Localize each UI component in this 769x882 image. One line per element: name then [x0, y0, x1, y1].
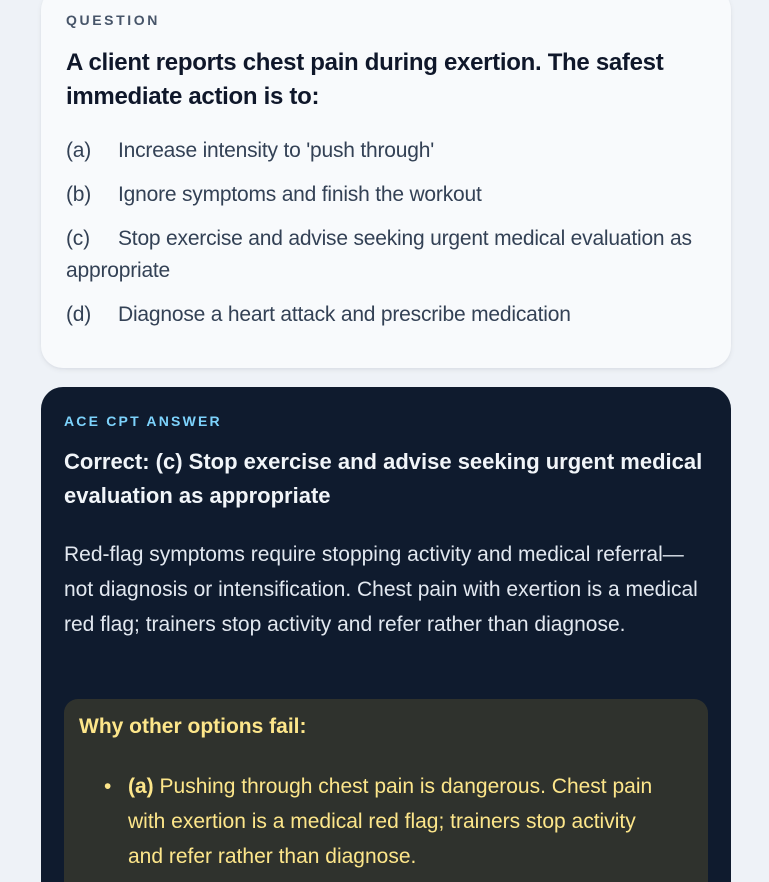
option-text: Diagnose a heart attack and prescribe medication: [118, 303, 571, 326]
option-b[interactable]: [66, 179, 716, 211]
option-text: Ignore symptoms and finish the workout: [118, 183, 482, 206]
question-text: A client reports chest pain during exertion. The safest immediate action is to:: [66, 49, 664, 110]
option-text: Stop exercise and advise seeking urgent medical evaluation as appropriate: [66, 227, 692, 282]
option-letter: (c): [66, 227, 90, 250]
answer-explanation: Red-flag symptoms require stopping activity and medical referral—not diagnosis or intensification. Chest pain with exertion is a medical red flag; trainers stop activity and refer rather than diagnose.: [64, 543, 698, 636]
option-d[interactable]: [66, 299, 716, 331]
option-c[interactable]: [66, 223, 716, 287]
option-a[interactable]: [66, 135, 716, 167]
list-item: [104, 769, 674, 874]
correct-answer: Correct: (c) Stop exercise and advise seeking urgent medical evaluation as appropriate: [64, 449, 703, 508]
question-label: QUESTION: [66, 12, 160, 28]
options-list: [66, 135, 716, 343]
answer-label: ACE CPT ANSWER: [64, 413, 222, 429]
why-item-letter: (a): [128, 775, 154, 798]
why-other-options-box: [64, 699, 708, 882]
why-other-options-list: [104, 769, 674, 874]
bullet-icon: •: [104, 775, 112, 798]
option-text: Increase intensity to 'push through': [118, 139, 435, 162]
option-letter: (b): [66, 183, 92, 206]
answer-card: [41, 387, 731, 882]
option-letter: (d): [66, 303, 92, 326]
why-item-text: Pushing through chest pain is dangerous. Chest pain with exertion is a medical red flag; trainers stop activity and refer rather than diagnose.: [128, 775, 653, 868]
question-card: [41, 0, 731, 368]
option-letter: (a): [66, 139, 92, 162]
why-other-options-title: Why other options fail:: [79, 715, 307, 738]
